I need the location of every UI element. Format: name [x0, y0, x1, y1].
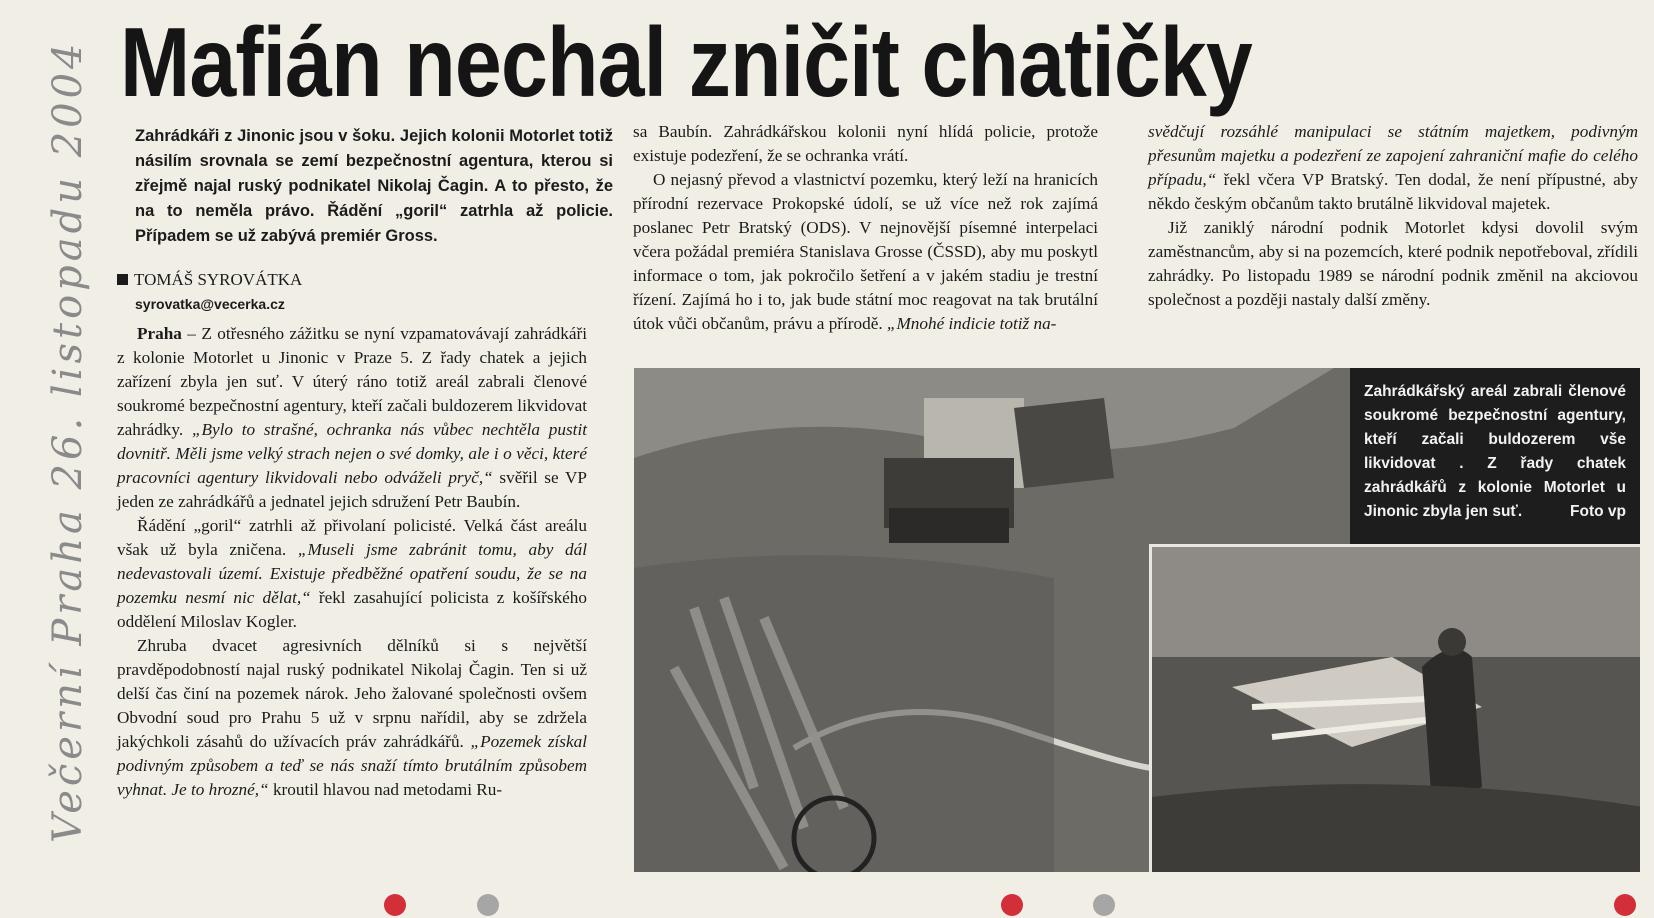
body-paragraph: svědčují rozsáhlé manipulaci se státním majetkem, podivným přesunům majetku a podezření ze zapojení zahraniční mafie do celého případu,“ řekl včera VP Bratský. Ten dodal, že není přípustné, aby někdo českým občanům takto brutálně likvidoval majetek. [1148, 122, 1638, 213]
article-column-3 [1148, 120, 1638, 312]
article-column-1 [117, 322, 587, 802]
author-name: TOMÁŠ SYROVÁTKA [134, 270, 303, 289]
byline [117, 268, 587, 316]
grey-dot-icon [1093, 894, 1115, 916]
debris-inset-photo [1149, 544, 1640, 872]
grey-dot-icon [477, 894, 499, 916]
red-dot-icon [384, 894, 406, 916]
headline: Mafián nechal zničit chatičky [120, 7, 1252, 117]
lead-paragraph: Zahrádkáři z Jinonic jsou v šoku. Jejich kolonii Motorlet totiž násilím srovnala se zemí bezpečnostní agentura, kterou si zřejmě najal ruský podnikatel Nikolaj Čagin. A to přesto, že na to neměla právo. Řádění „goril“ zatrhla až policie. Případem se už zabývá premiér Gross. [135, 127, 613, 245]
body-paragraph: Již zaniklý národní podnik Motorlet kdysi dovolil svým zaměstnancům, aby si na pozemcích, které podnik nepotřeboval, zřídili zahrádky. Po listopadu 1989 se národní podnik změnil na akciovou společnost a později nastaly další změny. [1148, 218, 1638, 309]
body-paragraph: Praha – Z otřesného zážitku se nyní vzpamatovávají zahrádkáři z kolonie Motorlet u Jinonic v Praze 5. Z řady chatek a jejich zařízení zbyla jen suť. V úterý ráno totiž areál zabrali členové soukromé bezpečnostní agentury, kteří začali buldozerem likvidovat zahrádky. „Bylo to strašné, ochranka nás vůbec nechtěla pustit dovnitř. Měli jsme velký strach nejen o své domky, ale i o věci, které pracovníci agentury likvidovali nebo odváželi pryč,“ svěřil se VP jeden ze zahrádkářů a jednatel jejich sdružení Petr Baubín. [117, 324, 588, 511]
handwritten-note: Večerní Praha 26. listopadu 2004 [45, 39, 91, 843]
photo-credit: Foto vp [1570, 503, 1626, 520]
article-column-2 [633, 120, 1098, 336]
body-paragraph: Zhruba dvacet agresivních dělníků si s největší pravděpodobností najal ruský podnikatel Nikolaj Čagin. Ten si už delší čas činí na pozemek nárok. Jeho žalované společnosti ovšem Obvodní soud pro Prahu 5 už v srpnu nařídil, aby se zdržela jakýchkoli zásahů do užívacích práv zahrádkářů. „Pozemek získal podivným způsobem a teď se nás snaží tímto brutálním způsobem vyhnat. Je to hrozné,“ kroutil hlavou nad metodami Ru- [117, 636, 587, 799]
body-paragraph: O nejasný převod a vlastnictví pozemku, který leží na hranicích přírodní rezervace Prokopské údolí, se už více než rok zajímá poslanec Petr Bratský (ODS). V nejnovější písemné interpelaci včera požádal premiéra Stanislava Grosse (ČSSD), aby mu poskytl informace o tom, jak pokročilo šetření a v jakém stadiu je trestní řízení. Zajímá ho i to, jak bude státní moc reagovat na tak brutální útok vůči občanům, právu a přírodě. „Mnohé indicie totiž na- [633, 170, 1098, 333]
photo-caption: Zahrádkářský areál zabrali členové soukromé bezpečnostní agentury, kteří začali buldozerem vše likvidovat . Z řady chatek zahrádkářů z kolonie Motorlet u Jinonic zbyla jen suť. Foto vp [1350, 368, 1640, 544]
red-dot-icon [1001, 894, 1023, 916]
body-paragraph: Řádění „goril“ zatrhli až přivolaní policisté. Velká část areálu však už byla zničena. „Museli jsme zabránit tomu, aby dál nedevastovali území. Existuje předběžné opatření soudu, že se na pozemku nesmí nic dělat,“ řekl zasahující policista z košířského oddělení Miloslav Kogler. [117, 516, 588, 631]
inset-scene-illustration [1152, 547, 1640, 872]
author-email: syrovatka@vecerka.cz [135, 296, 285, 312]
bulldozer-photo [634, 368, 1640, 872]
red-dot-icon [1614, 894, 1636, 916]
dateline-city: Praha [137, 324, 182, 343]
body-paragraph: sa Baubín. Zahrádkářskou kolonii nyní hlídá policie, protože existuje podezření, že se ochranka vrátí. [633, 122, 1098, 165]
byline-square-icon [117, 274, 128, 285]
